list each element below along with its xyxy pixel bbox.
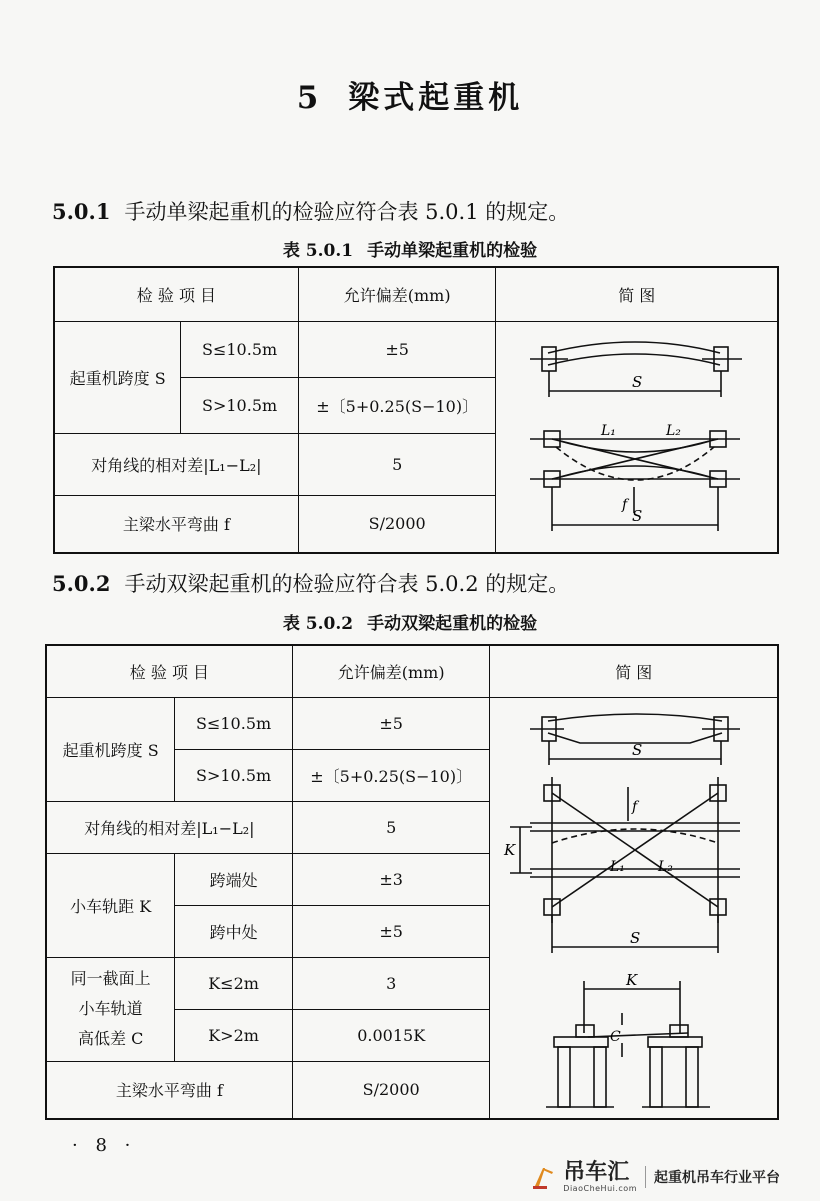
gauge-mid-value: ±5 xyxy=(292,905,490,957)
bend-value: S/2000 xyxy=(292,1061,490,1119)
double-girder-diagram xyxy=(490,703,776,1113)
clause-text: 手动双梁起重机的检验应符合表 5.0.2 的规定。 xyxy=(124,572,570,596)
height-diff-label xyxy=(46,957,175,1061)
clause-number: 5.0.1 xyxy=(52,199,111,224)
c-label: C xyxy=(610,1028,622,1045)
l2-label: L₂ xyxy=(658,858,674,875)
caption-title: 手动单梁起重机的检验 xyxy=(367,241,538,261)
span-small-condition: S≤10.5m xyxy=(175,697,293,749)
span-large-value: ±〔5+0.25(S−10)〕 xyxy=(298,377,496,433)
span-large-condition: S>10.5m xyxy=(175,749,293,801)
header-item: 检 验 项 目 xyxy=(54,267,298,321)
caption-number: 表 5.0.1 xyxy=(282,241,354,261)
table-5-0-1 xyxy=(53,266,779,554)
k-label-section: K xyxy=(626,970,638,989)
height-large-condition: K>2m xyxy=(175,1009,293,1061)
header-deviation: 允许偏差(mm) xyxy=(298,267,496,321)
clause-5-0-1 xyxy=(52,196,569,226)
span-large-value: ±〔5+0.25(S−10)〕 xyxy=(292,749,490,801)
clause-text: 手动单梁起重机的检验应符合表 5.0.1 的规定。 xyxy=(124,200,570,224)
brand-block xyxy=(563,1159,637,1193)
gauge-mid-condition: 跨中处 xyxy=(175,905,293,957)
diagonal-value: 5 xyxy=(298,433,496,495)
brand-url: DiaoCheHui.com xyxy=(563,1183,637,1193)
f-label: f xyxy=(622,496,628,513)
height-large-value: 0.0015K xyxy=(292,1009,490,1061)
chapter-title-text: 梁式起重机 xyxy=(348,80,524,116)
diagonal-label: 对角线的相对差|L₁−L₂| xyxy=(54,433,298,495)
span-large-condition: S>10.5m xyxy=(181,377,299,433)
height-small-value: 3 xyxy=(292,957,490,1009)
f-label: f xyxy=(632,798,638,815)
header-diagram: 简 图 xyxy=(496,267,778,321)
span-label: 起重机跨度 S xyxy=(54,321,181,433)
s-label-plan: S xyxy=(632,506,643,525)
l1-label: L₁ xyxy=(610,858,626,875)
height-label-line-3: 高低差 C xyxy=(77,1029,144,1048)
span-small-value: ±5 xyxy=(298,321,496,377)
footer-watermark xyxy=(531,1160,780,1194)
single-girder-diagram xyxy=(496,323,776,551)
brand-name: 吊车汇 xyxy=(563,1159,630,1185)
diagonal-label: 对角线的相对差|L₁−L₂| xyxy=(46,801,292,853)
chapter-number: 5 xyxy=(296,80,323,116)
span-label: 起重机跨度 S xyxy=(46,697,175,801)
gauge-end-value: ±3 xyxy=(292,853,490,905)
caption-number: 表 5.0.2 xyxy=(282,614,354,634)
l1-label: L₁ xyxy=(601,422,617,439)
bend-value: S/2000 xyxy=(298,495,496,553)
brand-slogan: 起重机吊车行业平台 xyxy=(654,1170,780,1186)
s-label: S xyxy=(632,740,643,759)
height-small-condition: K≤2m xyxy=(175,957,293,1009)
table-5-0-1-caption xyxy=(0,236,820,261)
footer-divider xyxy=(645,1166,646,1188)
clause-number: 5.0.2 xyxy=(52,571,111,596)
l2-label: L₂ xyxy=(666,422,682,439)
table-5-0-2 xyxy=(45,644,779,1120)
header-deviation: 允许偏差(mm) xyxy=(292,645,490,697)
span-small-value: ±5 xyxy=(292,697,490,749)
bend-label: 主梁水平弯曲 f xyxy=(54,495,298,553)
bend-label: 主梁水平弯曲 f xyxy=(46,1061,292,1119)
clause-5-0-2 xyxy=(52,568,569,598)
height-label-line-1: 同一截面上 xyxy=(70,969,151,988)
height-label-line-2: 小车轨道 xyxy=(78,999,143,1018)
gauge-end-condition: 跨端处 xyxy=(175,853,293,905)
header-item: 检 验 项 目 xyxy=(46,645,292,697)
header-diagram: 简 图 xyxy=(490,645,778,697)
span-small-condition: S≤10.5m xyxy=(181,321,299,377)
s-label: S xyxy=(632,372,643,391)
gauge-label: 小车轨距 K xyxy=(46,853,175,957)
caption-title: 手动双梁起重机的检验 xyxy=(367,614,538,634)
page-number: · 8 · xyxy=(72,1135,137,1156)
diagram-double-girder xyxy=(490,697,778,1119)
k-label: K xyxy=(504,840,516,859)
s-label-plan: S xyxy=(630,928,641,947)
chapter-title xyxy=(0,72,820,117)
diagonal-value: 5 xyxy=(292,801,490,853)
crane-logo-icon xyxy=(531,1164,555,1190)
table-5-0-2-caption xyxy=(0,609,820,634)
diagram-single-girder xyxy=(496,321,778,553)
